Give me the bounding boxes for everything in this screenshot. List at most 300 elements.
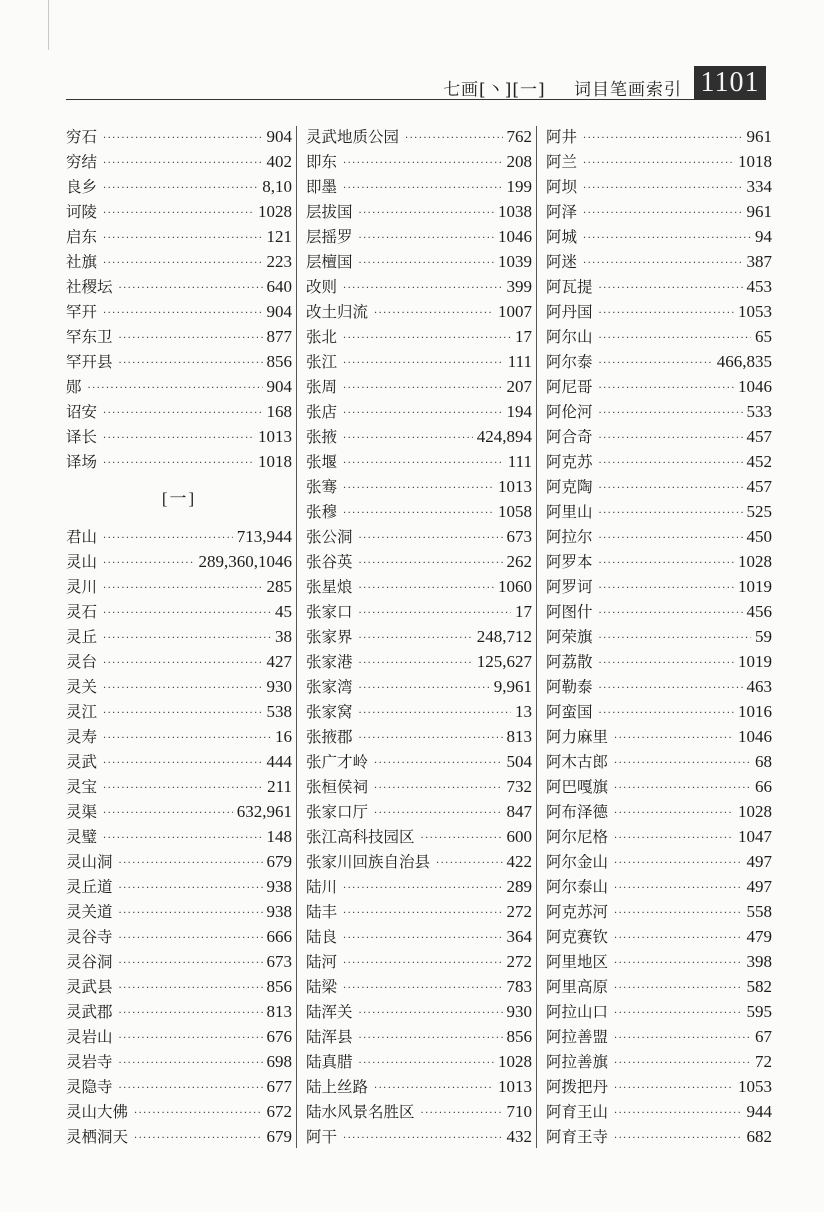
- entry-term: 罕东卫: [66, 328, 113, 346]
- entry-page-ref: 930: [506, 1002, 532, 1021]
- entry-page-ref: 272: [506, 952, 532, 971]
- index-entry: [66, 674, 292, 699]
- entry-term: 灵岩山: [66, 1028, 113, 1046]
- entry-page-ref: 121: [266, 227, 292, 246]
- entry-term: 灵渠: [66, 803, 98, 821]
- entry-page-ref: 199: [506, 177, 532, 196]
- dot-leader: [359, 526, 503, 551]
- dot-leader: [359, 226, 494, 251]
- dot-leader: [343, 976, 502, 1001]
- dot-leader: [583, 126, 742, 151]
- entry-term: 阿罗本: [546, 553, 593, 571]
- index-entry: [546, 599, 772, 624]
- dot-leader: [343, 276, 502, 301]
- entry-page-ref: 640: [266, 277, 292, 296]
- entry-term: 阿克陶: [546, 478, 593, 496]
- entry-page-ref: 65: [755, 327, 772, 346]
- entry-term: 阿拨把丹: [546, 1078, 609, 1096]
- entry-page-ref: 125,627: [476, 652, 532, 671]
- dot-leader: [343, 476, 494, 501]
- entry-term: 阿尔泰山: [546, 878, 609, 896]
- index-entry: [66, 424, 292, 449]
- header-text: [443, 75, 682, 100]
- index-entry: [306, 174, 532, 199]
- index-entry: [546, 1099, 772, 1124]
- dot-leader: [343, 426, 473, 451]
- dot-leader: [103, 601, 271, 626]
- entry-page-ref: 1039: [498, 252, 532, 271]
- index-column-1: [66, 124, 292, 1149]
- index-entry: [306, 324, 532, 349]
- entry-page-ref: 94: [755, 227, 772, 246]
- entry-term: 阿尼哥: [546, 378, 593, 396]
- dot-leader: [599, 701, 734, 726]
- entry-page-ref: 272: [506, 902, 532, 921]
- dot-leader: [436, 851, 502, 876]
- index-entry: [66, 574, 292, 599]
- entry-page-ref: 1013: [498, 1077, 532, 1096]
- index-entry: [66, 999, 292, 1024]
- dot-leader: [614, 776, 751, 801]
- dot-leader: [405, 126, 502, 151]
- index-entry: [306, 524, 532, 549]
- dot-leader: [119, 276, 263, 301]
- entry-term: 张江: [306, 353, 338, 371]
- index-entry: [546, 399, 772, 424]
- entry-page-ref: 904: [266, 377, 292, 396]
- entry-term: 阿力麻里: [546, 728, 609, 746]
- index-entry: [306, 349, 532, 374]
- dot-leader: [343, 876, 502, 901]
- entry-page-ref: 961: [746, 202, 772, 221]
- index-entry: [306, 774, 532, 799]
- dot-leader: [119, 1026, 263, 1051]
- entry-page-ref: 1018: [738, 152, 772, 171]
- entry-term: 阿拉尔: [546, 528, 593, 546]
- index-entry: [66, 149, 292, 174]
- dot-leader: [343, 351, 504, 376]
- index-entry: [306, 249, 532, 274]
- dot-leader: [119, 926, 263, 951]
- index-entry: [66, 824, 292, 849]
- index-entry: [306, 499, 532, 524]
- index-entry: [546, 774, 772, 799]
- entry-page-ref: 17: [515, 602, 532, 621]
- entry-term: 张星烺: [306, 578, 353, 596]
- entry-page-ref: 289,360,1046: [198, 552, 292, 571]
- entry-page-ref: 632,961: [236, 802, 292, 821]
- index-entry: [306, 999, 532, 1024]
- dot-leader: [343, 151, 502, 176]
- dot-leader: [359, 201, 494, 226]
- entry-page-ref: 424,894: [476, 427, 532, 446]
- dot-leader: [599, 351, 713, 376]
- dot-leader: [103, 176, 258, 201]
- entry-page-ref: 762: [506, 127, 532, 146]
- dot-leader: [103, 751, 262, 776]
- index-columns: [66, 124, 772, 1154]
- entry-page-ref: 453: [746, 277, 772, 296]
- entry-page-ref: 111: [507, 452, 532, 471]
- entry-term: 阿合奇: [546, 428, 593, 446]
- index-entry: [306, 974, 532, 999]
- dot-leader: [103, 526, 233, 551]
- entry-page-ref: 679: [266, 852, 292, 871]
- index-entry: [306, 624, 532, 649]
- entry-page-ref: 1013: [258, 427, 292, 446]
- entry-page-ref: 207: [506, 377, 532, 396]
- entry-term: 张家口厅: [306, 803, 369, 821]
- entry-term: 陆良: [306, 928, 338, 946]
- index-entry: [546, 1074, 772, 1099]
- index-entry: [546, 849, 772, 874]
- entry-page-ref: 497: [746, 877, 772, 896]
- dot-leader: [103, 251, 262, 276]
- index-entry: [66, 699, 292, 724]
- index-entry: [546, 649, 772, 674]
- entry-term: 阿瓦提: [546, 278, 593, 296]
- index-entry: [66, 449, 292, 474]
- dot-leader: [599, 576, 734, 601]
- entry-page-ref: 673: [266, 952, 292, 971]
- index-entry: [66, 524, 292, 549]
- entry-page-ref: 208: [506, 152, 532, 171]
- column-divider: [536, 126, 537, 1148]
- dot-leader: [103, 551, 194, 576]
- entry-page-ref: 813: [506, 727, 532, 746]
- entry-page-ref: 1046: [738, 377, 772, 396]
- entry-term: 张家港: [306, 653, 353, 671]
- entry-page-ref: 1053: [738, 1077, 772, 1096]
- entry-page-ref: 422: [506, 852, 532, 871]
- entry-page-ref: 533: [746, 402, 772, 421]
- entry-page-ref: 223: [266, 252, 292, 271]
- entry-term: 阿井: [546, 128, 578, 146]
- index-entry: [306, 149, 532, 174]
- entry-page-ref: 938: [266, 902, 292, 921]
- entry-page-ref: 783: [506, 977, 532, 996]
- entry-page-ref: 682: [746, 1127, 772, 1146]
- entry-page-ref: 600: [506, 827, 532, 846]
- entry-page-ref: 479: [746, 927, 772, 946]
- entry-term: 穷石: [66, 128, 98, 146]
- dot-leader: [103, 426, 254, 451]
- entry-page-ref: 672: [266, 1102, 292, 1121]
- dot-leader: [343, 901, 502, 926]
- dot-leader: [103, 226, 262, 251]
- entry-page-ref: 1046: [738, 727, 772, 746]
- index-entry: [306, 1074, 532, 1099]
- index-entry: [546, 274, 772, 299]
- entry-page-ref: 289: [506, 877, 532, 896]
- dot-leader: [119, 1076, 263, 1101]
- index-entry: [306, 574, 532, 599]
- entry-page-ref: 466,835: [716, 352, 772, 371]
- entry-term: 陆上丝路: [306, 1078, 369, 1096]
- entry-page-ref: 72: [755, 1052, 772, 1071]
- entry-page-ref: 432: [506, 1127, 532, 1146]
- index-entry: [66, 724, 292, 749]
- dot-leader: [134, 1126, 262, 1151]
- index-entry: [306, 1024, 532, 1049]
- index-entry: [66, 1049, 292, 1074]
- index-entry: [546, 324, 772, 349]
- entry-term: 穷结: [66, 153, 98, 171]
- dot-leader: [599, 326, 751, 351]
- index-entry: [306, 474, 532, 499]
- entry-term: 罕幵县: [66, 353, 113, 371]
- entry-term: 阿尔金山: [546, 853, 609, 871]
- entry-page-ref: 930: [266, 677, 292, 696]
- index-entry: [546, 349, 772, 374]
- index-entry: [66, 1024, 292, 1049]
- index-entry: [306, 874, 532, 899]
- index-entry: [546, 949, 772, 974]
- entry-term: 灵丘: [66, 628, 98, 646]
- index-entry: [66, 949, 292, 974]
- entry-page-ref: 525: [746, 502, 772, 521]
- entry-page-ref: 457: [746, 427, 772, 446]
- index-entry: [306, 849, 532, 874]
- dot-leader: [614, 1001, 742, 1026]
- entry-page-ref: 364: [506, 927, 532, 946]
- entry-term: 阿布泽德: [546, 803, 609, 821]
- entry-term: 灵栖洞天: [66, 1128, 129, 1146]
- entry-term: 阿里高原: [546, 978, 609, 996]
- dot-leader: [614, 926, 742, 951]
- index-entry: [306, 649, 532, 674]
- dot-leader: [599, 376, 734, 401]
- entry-term: 张家湾: [306, 678, 353, 696]
- entry-page-ref: 66: [755, 777, 772, 796]
- index-entry: [66, 174, 292, 199]
- entry-term: 张周: [306, 378, 338, 396]
- entry-term: 灵江: [66, 703, 98, 721]
- index-entry: [546, 974, 772, 999]
- index-entry: [306, 599, 532, 624]
- entry-term: 灵武郡: [66, 1003, 113, 1021]
- entry-term: 灵武县: [66, 978, 113, 996]
- dot-leader: [599, 476, 743, 501]
- entry-page-ref: 944: [746, 1102, 772, 1121]
- entry-term: 灵川: [66, 578, 98, 596]
- entry-page-ref: 1019: [738, 577, 772, 596]
- index-entry: [66, 774, 292, 799]
- dot-leader: [88, 376, 263, 401]
- entry-term: 阿拉善盟: [546, 1028, 609, 1046]
- entry-page-ref: 504: [506, 752, 532, 771]
- entry-term: 阿蛮国: [546, 703, 593, 721]
- index-entry: [546, 249, 772, 274]
- index-entry: [546, 899, 772, 924]
- entry-term: 张掖郡: [306, 728, 353, 746]
- entry-page-ref: 676: [266, 1027, 292, 1046]
- dot-leader: [583, 251, 742, 276]
- dot-leader: [599, 601, 743, 626]
- index-entry: [306, 749, 532, 774]
- dot-leader: [614, 1026, 751, 1051]
- dot-leader: [599, 651, 734, 676]
- index-entry: [306, 799, 532, 824]
- entry-page-ref: 856: [266, 352, 292, 371]
- entry-page-ref: 38: [275, 627, 292, 646]
- index-entry: [306, 374, 532, 399]
- entry-term: 阿克赛钦: [546, 928, 609, 946]
- dot-leader: [583, 226, 751, 251]
- index-entry: [546, 299, 772, 324]
- dot-leader: [614, 876, 742, 901]
- index-entry: [306, 699, 532, 724]
- dot-leader: [374, 1076, 494, 1101]
- dot-leader: [103, 776, 263, 801]
- dot-leader: [599, 451, 743, 476]
- entry-term: 译长: [66, 428, 98, 446]
- dot-leader: [119, 976, 263, 1001]
- entry-term: 灵岩寺: [66, 1053, 113, 1071]
- entry-term: 即墨: [306, 178, 338, 196]
- dot-leader: [103, 126, 262, 151]
- index-entry: [306, 199, 532, 224]
- entry-term: 译场: [66, 453, 98, 471]
- index-entry: [306, 1099, 532, 1124]
- entry-page-ref: 1028: [738, 802, 772, 821]
- entry-term: 灵丘道: [66, 878, 113, 896]
- entry-term: 层摇罗: [306, 228, 353, 246]
- index-entry: [66, 199, 292, 224]
- index-entry: [306, 824, 532, 849]
- entry-term: 阿里地区: [546, 953, 609, 971]
- entry-term: 即东: [306, 153, 338, 171]
- entry-page-ref: 1028: [738, 552, 772, 571]
- index-entry: [66, 224, 292, 249]
- index-entry: [306, 1049, 532, 1074]
- dot-leader: [614, 801, 734, 826]
- dot-leader: [343, 326, 511, 351]
- entry-page-ref: 450: [746, 527, 772, 546]
- index-entry: [546, 874, 772, 899]
- index-entry: [306, 424, 532, 449]
- entry-page-ref: 111: [507, 352, 532, 371]
- entry-term: 陆河: [306, 953, 338, 971]
- dot-leader: [119, 876, 263, 901]
- radical-subheading: [一]: [161, 489, 197, 508]
- dot-leader: [343, 926, 502, 951]
- entry-term: 张家窝: [306, 703, 353, 721]
- entry-page-ref: 938: [266, 877, 292, 896]
- index-entry: [306, 549, 532, 574]
- entry-term: 启东: [66, 228, 98, 246]
- entry-term: 阿兰: [546, 153, 578, 171]
- dot-leader: [374, 751, 502, 776]
- entry-term: 灵寿: [66, 728, 98, 746]
- index-entry: [66, 649, 292, 674]
- dot-leader: [119, 951, 263, 976]
- entry-term: 阿拉山口: [546, 1003, 609, 1021]
- dot-leader: [343, 1126, 502, 1151]
- dot-leader: [119, 851, 263, 876]
- entry-page-ref: 148: [266, 827, 292, 846]
- index-entry: [546, 1049, 772, 1074]
- dot-leader: [103, 826, 262, 851]
- entry-term: 诃陵: [66, 203, 98, 221]
- dot-leader: [103, 701, 262, 726]
- dot-leader: [614, 851, 742, 876]
- entry-term: 阿伦河: [546, 403, 593, 421]
- dot-leader: [359, 726, 503, 751]
- dot-leader: [599, 626, 751, 651]
- book-section-title: 词目笔画索引: [574, 80, 682, 100]
- stroke-section-label: 七画[丶][一]: [443, 80, 546, 100]
- entry-page-ref: 666: [266, 927, 292, 946]
- entry-page-ref: 194: [506, 402, 532, 421]
- index-entry: [306, 924, 532, 949]
- dot-leader: [614, 1126, 742, 1151]
- index-entry: [66, 549, 292, 574]
- entry-page-ref: 452: [746, 452, 772, 471]
- entry-term: 阿育王寺: [546, 1128, 609, 1146]
- index-entry: [66, 399, 292, 424]
- index-entry: [66, 274, 292, 299]
- index-entry: [66, 874, 292, 899]
- entry-page-ref: 1046: [498, 227, 532, 246]
- entry-term: 陆浑县: [306, 1028, 353, 1046]
- entry-page-ref: 673: [506, 527, 532, 546]
- index-entry: [546, 749, 772, 774]
- dot-leader: [343, 376, 502, 401]
- dot-leader: [421, 1101, 503, 1126]
- entry-page-ref: 1018: [258, 452, 292, 471]
- dot-leader: [343, 401, 502, 426]
- dot-leader: [614, 951, 742, 976]
- index-entry: [66, 624, 292, 649]
- index-column-3: [546, 124, 772, 1149]
- entry-term: 灵山洞: [66, 853, 113, 871]
- entry-page-ref: 713,944: [236, 527, 292, 546]
- entry-term: 张家口: [306, 603, 353, 621]
- index-entry: [306, 899, 532, 924]
- entry-term: 张店: [306, 403, 338, 421]
- dot-leader: [103, 201, 254, 226]
- dot-leader: [599, 526, 743, 551]
- index-entry: [66, 249, 292, 274]
- entry-term: 罕幵: [66, 303, 98, 321]
- entry-page-ref: 1016: [738, 702, 772, 721]
- dot-leader: [343, 176, 502, 201]
- dot-leader: [359, 1051, 494, 1076]
- entry-term: 阿克苏河: [546, 903, 609, 921]
- entry-page-ref: 334: [746, 177, 772, 196]
- dot-leader: [119, 901, 263, 926]
- dot-leader: [359, 701, 511, 726]
- entry-page-ref: 211: [267, 777, 292, 796]
- entry-page-ref: 847: [506, 802, 532, 821]
- index-entry: [66, 324, 292, 349]
- entry-term: 阿迷: [546, 253, 578, 271]
- page-edge-mark: [48, 0, 49, 50]
- entry-page-ref: 45: [275, 602, 292, 621]
- entry-page-ref: 558: [746, 902, 772, 921]
- entry-term: 张家界: [306, 628, 353, 646]
- dot-leader: [599, 301, 734, 326]
- entry-term: 诏安: [66, 403, 98, 421]
- index-entry: [306, 224, 532, 249]
- entry-term: 阿拉善旗: [546, 1053, 609, 1071]
- dot-leader: [374, 301, 494, 326]
- index-entry: [306, 674, 532, 699]
- dot-leader: [103, 576, 262, 601]
- entry-term: 阿尔泰: [546, 353, 593, 371]
- index-entry: [546, 374, 772, 399]
